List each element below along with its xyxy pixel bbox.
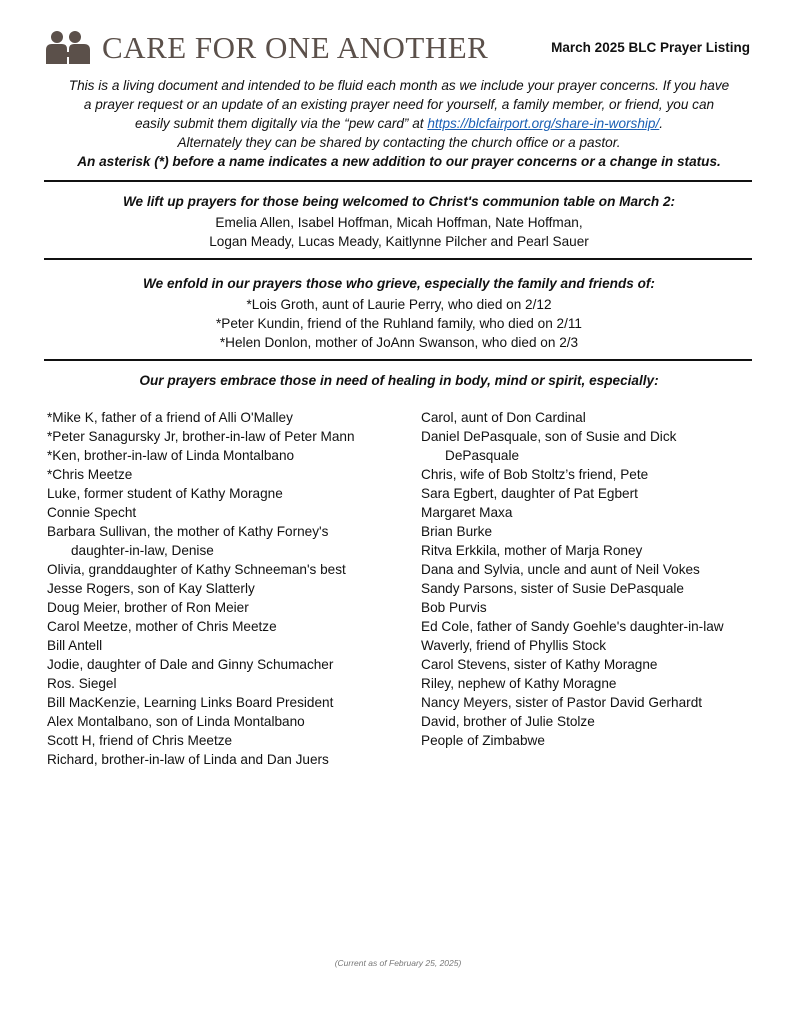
divider <box>44 180 752 182</box>
asterisk-note: An asterisk (*) before a name indicates a new addition to our prayer concerns or a change in status. <box>77 154 721 169</box>
list-item: Bill MacKenzie, Learning Links Board President <box>47 695 334 710</box>
list-item: Bob Purvis <box>421 600 487 615</box>
list-item: *Peter Sanagursky Jr, brother-in-law of Peter Mann <box>47 429 355 444</box>
list-item: Jesse Rogers, son of Kay Slatterly <box>47 581 255 596</box>
intro-line: This is a living document and intended to be fluid each month as we include your prayer concerns. If you have <box>68 78 730 93</box>
intro-line: Alternately they can be shared by contacting the church office or a pastor. <box>177 135 621 150</box>
communion-heading: We lift up prayers for those being welcomed to Christ's communion table on March 2: <box>122 194 676 209</box>
list-item: Carol, aunt of Don Cardinal <box>421 410 586 425</box>
list-item: Connie Specht <box>47 505 137 520</box>
communion-section <box>44 192 754 251</box>
intro-line <box>44 114 754 133</box>
people-icon <box>44 30 94 64</box>
list-item: Richard, brother-in-law of Linda and Dan Juers <box>47 752 329 767</box>
list-item: David, brother of Julie Stolze <box>421 714 595 729</box>
list-item: Alex Montalbano, son of Linda Montalbano <box>47 714 305 729</box>
grief-line: *Helen Donlon, mother of JoAnn Swanson, who died on 2/3 <box>219 335 579 350</box>
list-item: DePasquale <box>445 448 520 463</box>
intro-line-text: easily submit them digitally via the “pew card” at <box>134 116 428 131</box>
share-in-worship-link[interactable]: https://blcfairport.org/share-in-worship/ <box>427 116 660 131</box>
footer-date: (Current as of February 25, 2025) <box>334 958 462 968</box>
divider <box>44 258 752 260</box>
list-item: Doug Meier, brother of Ron Meier <box>47 600 249 615</box>
communion-line: Logan Meady, Lucas Meady, Kaitlynne Pilcher and Pearl Sauer <box>209 234 589 249</box>
page-title: March 2025 BLC Prayer Listing <box>551 40 750 55</box>
list-item: Margaret Maxa <box>421 505 513 520</box>
healing-heading: Our prayers embrace those in need of healing in body, mind or spirit, especially: <box>139 373 659 388</box>
list-item: Luke, former student of Kathy Moragne <box>47 486 283 501</box>
grief-line: *Lois Groth, aunt of Laurie Perry, who died on 2/12 <box>246 297 552 312</box>
list-item: Riley, nephew of Kathy Moragne <box>421 676 617 691</box>
list-item: *Ken, brother-in-law of Linda Montalbano <box>47 448 295 463</box>
list-item: Daniel DePasquale, son of Susie and Dick <box>421 429 677 444</box>
list-item: Ritva Erkkila, mother of Marja Roney <box>421 543 643 558</box>
healing-list-left <box>47 408 355 769</box>
intro-text <box>44 76 754 171</box>
list-item: Olivia, granddaughter of Kathy Schneeman's best <box>47 562 346 577</box>
healing-section <box>44 371 754 392</box>
list-item: Carol Meetze, mother of Chris Meetze <box>47 619 277 634</box>
list-item: Ed Cole, father of Sandy Goehle's daughter-in-law <box>421 619 724 634</box>
list-item: Chris, wife of Bob Stoltz’s friend, Pete <box>421 467 649 482</box>
healing-list-right <box>421 408 724 750</box>
list-item: Sara Egbert, daughter of Pat Egbert <box>421 486 638 501</box>
list-item: Waverly, friend of Phyllis Stock <box>421 638 607 653</box>
grief-section <box>44 274 754 352</box>
list-item: Brian Burke <box>421 524 493 539</box>
divider <box>44 359 752 361</box>
list-item: Bill Antell <box>47 638 103 653</box>
list-item: Nancy Meyers, sister of Pastor David Gerhardt <box>421 695 703 710</box>
list-item: Scott H, friend of Chris Meetze <box>47 733 233 748</box>
list-item: *Chris Meetze <box>47 467 133 482</box>
page-header <box>44 28 756 68</box>
list-item: Dana and Sylvia, uncle and aunt of Neil Vokes <box>421 562 700 577</box>
list-item: Ros. Siegel <box>47 676 117 691</box>
grief-heading: We enfold in our prayers those who grieve, especially the family and friends of: <box>143 276 655 291</box>
list-item: Carol Stevens, sister of Kathy Moragne <box>421 657 658 672</box>
list-item: Barbara Sullivan, the mother of Kathy Forney's <box>47 524 329 539</box>
list-item: Sandy Parsons, sister of Susie DePasquale <box>421 581 684 596</box>
intro-line: a prayer request or an update of an existing prayer need for yourself, a family member, or friend, you can <box>83 97 715 112</box>
list-item: *Mike K, father of a friend of Alli O'Malley <box>47 410 293 425</box>
intro-line-text: . <box>659 116 664 131</box>
list-item: People of Zimbabwe <box>421 733 545 748</box>
communion-line: Emelia Allen, Isabel Hoffman, Micah Hoffman, Nate Hoffman, <box>215 215 583 230</box>
list-item: daughter-in-law, Denise <box>71 543 214 558</box>
list-item: Jodie, daughter of Dale and Ginny Schumacher <box>47 657 334 672</box>
grief-line: *Peter Kundin, friend of the Ruhland family, who died on 2/11 <box>215 316 582 331</box>
logo-text: CARE FOR ONE ANOTHER <box>102 30 489 65</box>
